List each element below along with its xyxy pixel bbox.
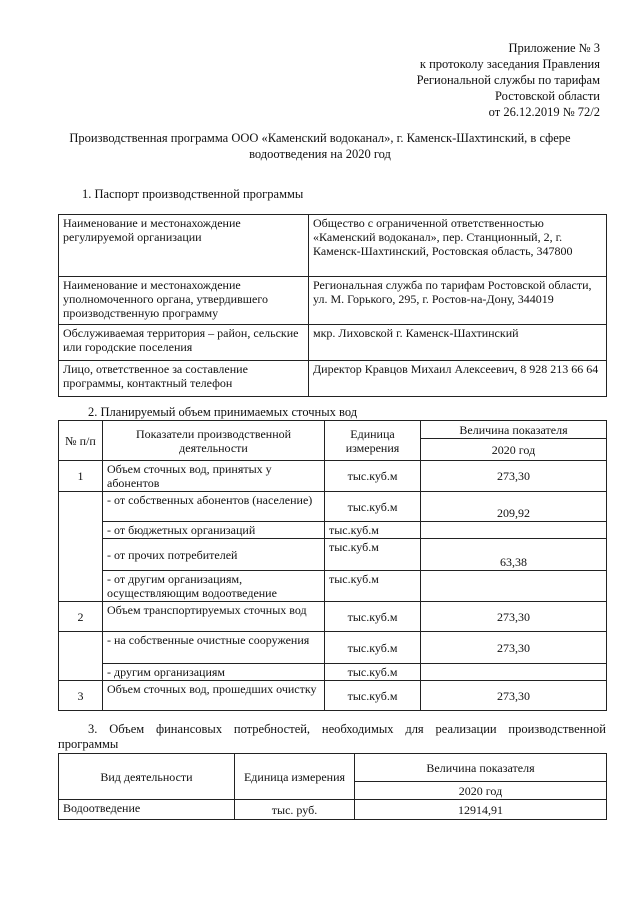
col-value-header: Величина показателя bbox=[421, 421, 607, 439]
title-line-2: водоотведения на 2020 год bbox=[249, 147, 391, 161]
col-year-header: 2020 год bbox=[421, 439, 607, 461]
row-label: - от собственных абонентов (население) bbox=[103, 492, 325, 522]
row-num bbox=[59, 539, 103, 571]
row-value bbox=[421, 522, 607, 539]
row-unit: тыс.куб.м bbox=[325, 571, 421, 602]
row-value: 273,30 bbox=[421, 632, 607, 664]
row-unit: тыс.куб.м bbox=[325, 664, 421, 681]
document-header bbox=[417, 40, 600, 120]
row-unit: тыс.куб.м bbox=[325, 602, 421, 632]
passport-value: мкр. Лиховской г. Каменск-Шахтинский bbox=[309, 325, 607, 361]
passport-table bbox=[58, 214, 607, 397]
table-row bbox=[59, 664, 607, 681]
passport-label: Наименование и местонахождение уполномоченного органа, утвердившего производственную программу bbox=[59, 277, 309, 325]
row-label: Объем сточных вод, принятых у абонентов bbox=[103, 461, 325, 492]
table-row bbox=[59, 461, 607, 492]
finance-table bbox=[58, 753, 607, 820]
table-row bbox=[59, 571, 607, 602]
passport-row bbox=[59, 325, 607, 361]
row-label: - другим организациям bbox=[103, 664, 325, 681]
row-label: - от другим организациям, осуществляющим водоотведение bbox=[103, 571, 325, 602]
table-row bbox=[59, 632, 607, 664]
row-num: 3 bbox=[59, 681, 103, 711]
row-label: - от бюджетных организаций bbox=[103, 522, 325, 539]
row-value: 273,30 bbox=[421, 681, 607, 711]
row-unit: тыс.куб.м bbox=[325, 632, 421, 664]
row-value bbox=[421, 571, 607, 602]
table-row bbox=[59, 800, 607, 820]
passport-row bbox=[59, 277, 607, 325]
col-activity-header: Вид деятельности bbox=[59, 754, 235, 800]
row-value: 209,92 bbox=[421, 492, 607, 522]
col-unit-header: Единица измерения bbox=[325, 421, 421, 461]
row-unit: тыс. руб. bbox=[235, 800, 355, 820]
passport-value: Директор Кравцов Михаил Алексеевич, 8 928 213 66 64 bbox=[309, 361, 607, 397]
volume-table bbox=[58, 420, 607, 711]
section3-heading: 3. Объем финансовых потребностей, необходимых для реализации производственной программы bbox=[58, 722, 606, 751]
row-num: 2 bbox=[59, 602, 103, 632]
table-row bbox=[59, 539, 607, 571]
table-row bbox=[59, 681, 607, 711]
header-line-2: к протоколу заседания Правления bbox=[419, 57, 600, 71]
row-activity: Водоотведение bbox=[59, 800, 235, 820]
row-unit: тыс.куб.м bbox=[325, 522, 421, 539]
finance-header-row bbox=[59, 754, 607, 782]
table-row bbox=[59, 522, 607, 539]
col-year-header: 2020 год bbox=[355, 782, 607, 800]
col-value-header: Величина показателя bbox=[355, 754, 607, 782]
row-value: 12914,91 bbox=[355, 800, 607, 820]
row-num bbox=[59, 632, 103, 664]
document-title bbox=[40, 130, 600, 162]
row-num bbox=[59, 492, 103, 522]
row-unit: тыс.куб.м bbox=[325, 492, 421, 522]
table-row bbox=[59, 492, 607, 522]
table-row bbox=[59, 602, 607, 632]
row-unit: тыс.куб.м bbox=[325, 461, 421, 492]
header-line-4: Ростовской области bbox=[495, 89, 600, 103]
row-label: - на собственные очистные сооружения bbox=[103, 632, 325, 664]
row-num bbox=[59, 664, 103, 681]
volume-header-row bbox=[59, 421, 607, 439]
section1-heading: 1. Паспорт производственной программы bbox=[82, 187, 304, 201]
row-value bbox=[421, 664, 607, 681]
row-value: 63,38 bbox=[421, 539, 607, 571]
row-unit: тыс.куб.м bbox=[325, 681, 421, 711]
row-num bbox=[59, 522, 103, 539]
passport-value: Общество с ограниченной ответственностью «Каменский водоканал», пер. Станционный, 2, г. Каменск-Шахтинский, Ростовская область, 347800 bbox=[309, 215, 607, 277]
row-value: 273,30 bbox=[421, 602, 607, 632]
row-label: - от прочих потребителей bbox=[103, 539, 325, 571]
header-line-1: Приложение № 3 bbox=[508, 41, 600, 55]
col-num-header: № п/п bbox=[59, 421, 103, 461]
passport-label: Лицо, ответственное за составление программы, контактный телефон bbox=[59, 361, 309, 397]
header-line-5: от 26.12.2019 № 72/2 bbox=[488, 105, 600, 119]
header-line-3: Региональной службы по тарифам bbox=[416, 73, 600, 87]
row-label: Объем транспортируемых сточных вод bbox=[103, 602, 325, 632]
row-num bbox=[59, 571, 103, 602]
col-indicator-header: Показатели производственной деятельности bbox=[103, 421, 325, 461]
passport-value: Региональная служба по тарифам Ростовской области, ул. М. Горького, 295, г. Ростов-на-Дону, 344019 bbox=[309, 277, 607, 325]
passport-label: Обслуживаемая территория – район, сельские или городские поселения bbox=[59, 325, 309, 361]
title-line-1: Производственная программа ООО «Каменский водоканал», г. Каменск-Шахтинский, в сфере bbox=[69, 131, 571, 145]
row-value: 273,30 bbox=[421, 461, 607, 492]
passport-label: Наименование и местонахождение регулируемой организации bbox=[59, 215, 309, 277]
col-unit-header: Единица измерения bbox=[235, 754, 355, 800]
row-label: Объем сточных вод, прошедших очистку bbox=[103, 681, 325, 711]
row-unit: тыс.куб.м bbox=[325, 539, 421, 571]
passport-row bbox=[59, 361, 607, 397]
section2-heading: 2. Планируемый объем принимаемых сточных вод bbox=[88, 405, 358, 419]
passport-row bbox=[59, 215, 607, 277]
row-num: 1 bbox=[59, 461, 103, 492]
